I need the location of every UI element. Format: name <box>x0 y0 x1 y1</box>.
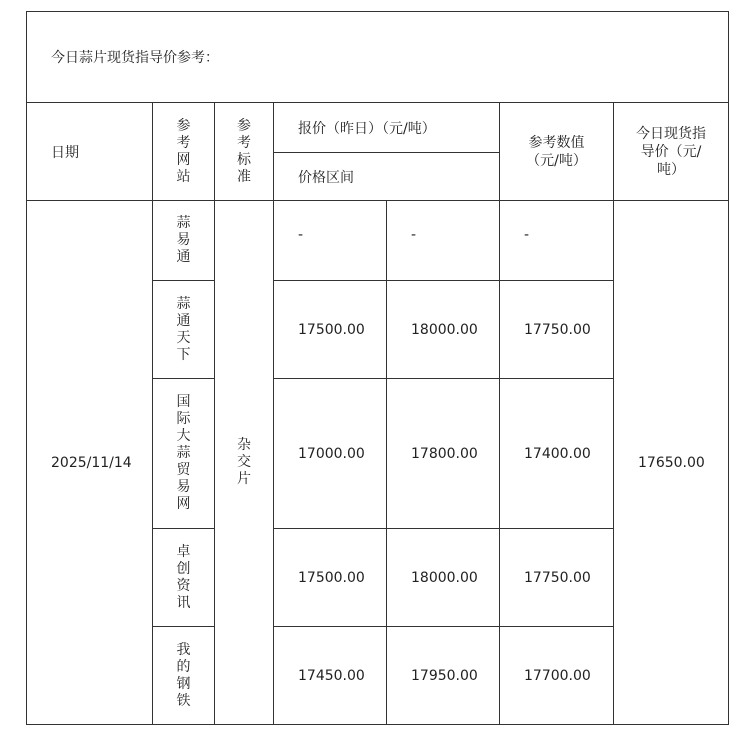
site-cell: 卓创资讯 <box>153 529 215 627</box>
low-cell: 17000.00 <box>274 379 387 529</box>
site-cell: 我的钢铁 <box>153 627 215 725</box>
low-cell: 17500.00 <box>274 281 387 379</box>
header-range: 价格区间 <box>274 153 500 201</box>
site-cell: 国际大蒜贸易网 <box>153 379 215 529</box>
high-cell: 18000.00 <box>387 281 500 379</box>
header-site: 参考网站 <box>153 103 215 201</box>
header-guide: 今日现货指导价（元/吨） <box>614 103 729 201</box>
ref-cell: 17750.00 <box>500 281 614 379</box>
ref-cell: - <box>500 201 614 281</box>
low-cell: - <box>274 201 387 281</box>
standard-cell: 杂交片 <box>215 201 274 725</box>
header-quote: 报价（昨日）（元/吨） <box>274 103 500 153</box>
high-cell: - <box>387 201 500 281</box>
high-cell: 17950.00 <box>387 627 500 725</box>
date-cell: 2025/11/14 <box>27 201 153 725</box>
high-cell: 18000.00 <box>387 529 500 627</box>
site-cell: 蒜通天下 <box>153 281 215 379</box>
header-date: 日期 <box>27 103 153 201</box>
low-cell: 17500.00 <box>274 529 387 627</box>
low-cell: 17450.00 <box>274 627 387 725</box>
header-reference: 参考数值（元/吨） <box>500 103 614 201</box>
ref-cell: 17750.00 <box>500 529 614 627</box>
ref-cell: 17700.00 <box>500 627 614 725</box>
price-table <box>26 11 729 725</box>
table-caption: 今日蒜片现货指导价参考： <box>27 12 729 103</box>
guide-price-cell: 17650.00 <box>614 201 729 725</box>
high-cell: 17800.00 <box>387 379 500 529</box>
ref-cell: 17400.00 <box>500 379 614 529</box>
site-cell: 蒜易通 <box>153 201 215 281</box>
header-standard: 参考标准 <box>215 103 274 201</box>
